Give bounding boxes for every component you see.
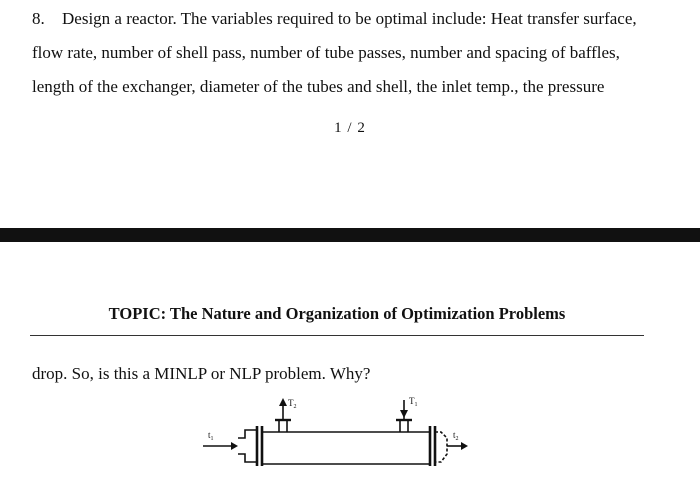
page-two bbox=[0, 242, 700, 483]
page-one bbox=[0, 0, 700, 228]
tube-outlet-arrow bbox=[447, 442, 468, 450]
page-indicator: 1 / 2 bbox=[334, 120, 366, 136]
tube-inlet-arrow bbox=[203, 442, 238, 450]
question-line-1: 8. Design a reactor. The variables required to be optimal include: Heat transfer surface, bbox=[32, 2, 652, 36]
heat-exchanger-diagram bbox=[195, 394, 485, 479]
page-title: TOPIC: The Nature and Organization of Optimization Problems bbox=[108, 304, 566, 323]
right-channel-head bbox=[430, 426, 447, 466]
shell-body bbox=[262, 432, 430, 464]
question-number: 8. bbox=[32, 9, 45, 28]
question-continuation: drop. So, is this a MINLP or NLP problem. Why? bbox=[32, 364, 371, 383]
shell-outlet-label: $T_2$ bbox=[288, 398, 297, 410]
page-separator bbox=[0, 228, 700, 242]
question-line-2: flow rate, number of shell pass, number of tube passes, number and spacing of baffles, bbox=[32, 43, 620, 62]
question-line-3: length of the exchanger, diameter of the tubes and shell, the inlet temp., the pressure bbox=[32, 77, 605, 96]
left-channel-head bbox=[238, 426, 262, 466]
question-paragraph bbox=[32, 2, 652, 104]
tube-inlet-label: $t_1$ bbox=[208, 430, 214, 442]
tube-outlet-label: $t_2$ bbox=[453, 430, 459, 442]
shell-inlet-label: $T_1$ bbox=[409, 396, 418, 408]
title-underline bbox=[30, 335, 644, 336]
